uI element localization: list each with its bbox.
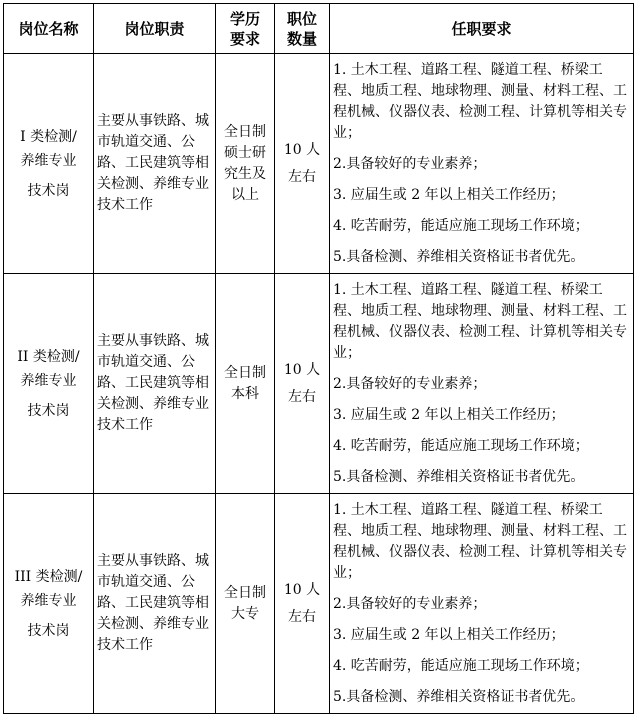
- headcount-value: 10 人: [283, 581, 321, 598]
- position-name-line: 养维专业: [20, 592, 77, 609]
- headcount-cell: [275, 494, 330, 714]
- header-education: 学历要求: [216, 4, 275, 54]
- requirement-item: 5.具备检测、养维相关资格证书者优先。: [333, 248, 585, 265]
- requirement-item: 5.具备检测、养维相关资格证书者优先。: [333, 688, 585, 705]
- position-duty-cell: 主要从事铁路、城市轨道交通、公路、工民建筑等相关检测、养维专业技术工作: [94, 494, 216, 714]
- requirements-cell: [330, 494, 634, 714]
- requirements-cell: [330, 274, 634, 494]
- headcount-cell: [275, 54, 330, 274]
- position-name-line: 技术岗: [27, 402, 70, 419]
- requirement-item: 3. 应届生或 2 年以上相关工作经历；: [333, 186, 565, 203]
- requirement-item: 3. 应届生或 2 年以上相关工作经历；: [333, 626, 565, 643]
- requirement-item: 3. 应届生或 2 年以上相关工作经历；: [333, 406, 565, 423]
- education-cell: 全日制大专: [216, 494, 275, 714]
- table-header-row: [4, 4, 634, 54]
- position-name-cell: [4, 274, 94, 494]
- position-name-line: I 类检测/: [20, 128, 77, 145]
- requirement-item: 4. 吃苦耐劳，能适应施工现场工作环境；: [333, 217, 589, 234]
- requirements-cell: [330, 54, 634, 274]
- position-name-line: 养维专业: [20, 152, 77, 169]
- education-cell: 全日制本科: [216, 274, 275, 494]
- table-row: [4, 494, 634, 714]
- headcount-approx: 左右: [288, 388, 316, 405]
- header-position-duty: 岗位职责: [94, 4, 216, 54]
- education-cell: 全日制硕士研究生及以上: [216, 54, 275, 274]
- requirement-item: 1. 土木工程、道路工程、隧道工程、桥梁工程、地质工程、地球物理、测量、材料工程、工程机械、仪器仪表、检测工程、计算机等相关专业；: [333, 501, 627, 581]
- requirement-item: 4. 吃苦耐劳，能适应施工现场工作环境；: [333, 437, 589, 454]
- header-position-name: 岗位名称: [4, 4, 94, 54]
- requirement-item: 2.具备较好的专业素养；: [333, 375, 487, 392]
- requirement-item: 1. 土木工程、道路工程、隧道工程、桥梁工程、地质工程、地球物理、测量、材料工程、工程机械、仪器仪表、检测工程、计算机等相关专业；: [333, 61, 627, 141]
- header-headcount: 职位数量: [275, 4, 330, 54]
- headcount-value: 10 人: [283, 141, 321, 158]
- position-duty-cell: 主要从事铁路、城市轨道交通、公路、工民建筑等相关检测、养维专业技术工作: [94, 274, 216, 494]
- header-requirements: 任职要求: [330, 4, 634, 54]
- requirement-item: 2.具备较好的专业素养；: [333, 155, 487, 172]
- position-name-cell: [4, 494, 94, 714]
- headcount-cell: [275, 274, 330, 494]
- requirement-item: 2.具备较好的专业素养；: [333, 595, 487, 612]
- requirement-item: 1. 土木工程、道路工程、隧道工程、桥梁工程、地质工程、地球物理、测量、材料工程、工程机械、仪器仪表、检测工程、计算机等相关专业；: [333, 281, 627, 361]
- job-requirements-table: [3, 3, 634, 714]
- requirement-item: 5.具备检测、养维相关资格证书者优先。: [333, 468, 585, 485]
- position-name-line: 技术岗: [27, 622, 70, 639]
- headcount-approx: 左右: [288, 168, 316, 185]
- position-duty-cell: 主要从事铁路、城市轨道交通、公路、工民建筑等相关检测、养维专业技术工作: [94, 54, 216, 274]
- table-row: [4, 274, 634, 494]
- position-name-line: 技术岗: [27, 182, 70, 199]
- headcount-approx: 左右: [288, 608, 316, 625]
- position-name-line: 养维专业: [20, 372, 77, 389]
- position-name-line: III 类检测/: [14, 568, 83, 585]
- requirement-item: 4. 吃苦耐劳，能适应施工现场工作环境；: [333, 657, 589, 674]
- headcount-value: 10 人: [283, 361, 321, 378]
- table-row: [4, 54, 634, 274]
- position-name-cell: [4, 54, 94, 274]
- position-name-line: II 类检测/: [17, 348, 80, 365]
